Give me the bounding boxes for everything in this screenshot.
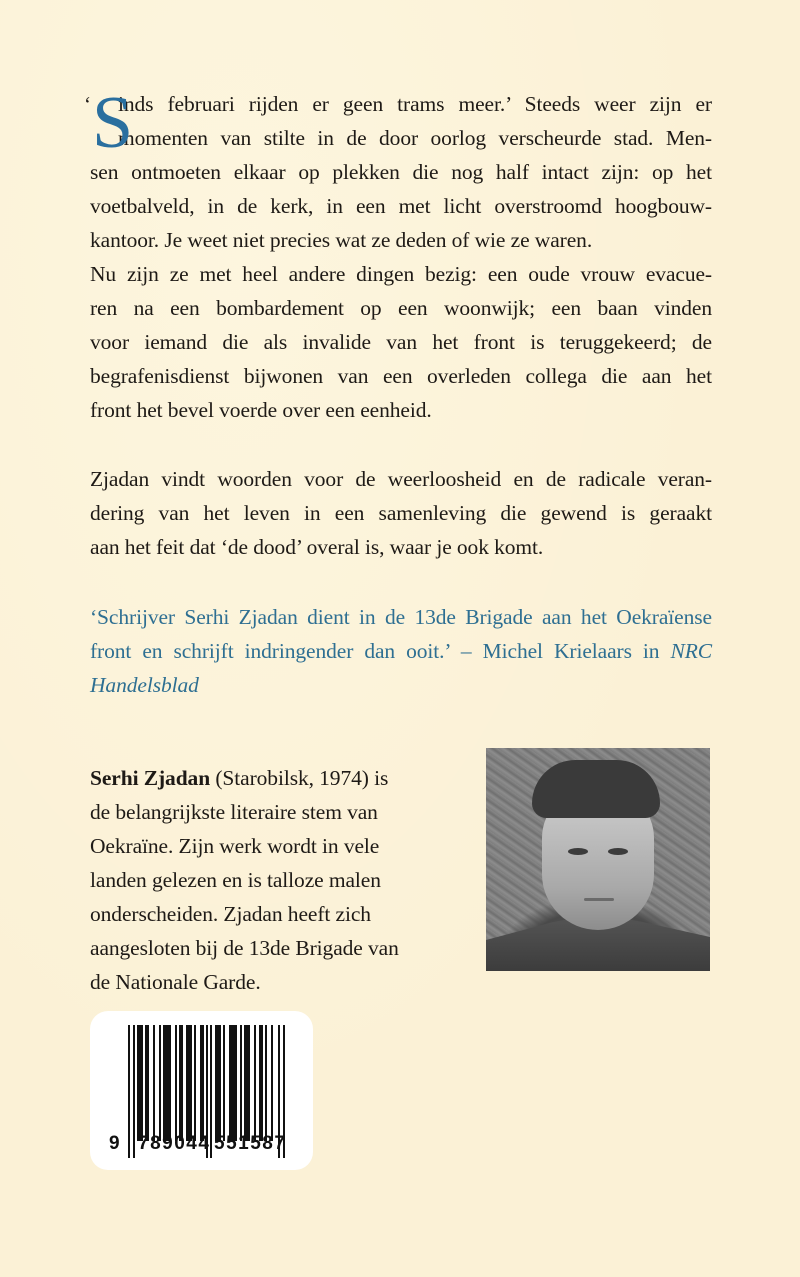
press-quote	[90, 600, 712, 702]
text-line: front het bevel voerde over een eenheid.	[90, 398, 432, 422]
bio-line	[90, 761, 450, 795]
bio-line: onderscheiden. Zjadan heeft zich	[90, 902, 371, 926]
publication-name: Handelsblad	[90, 673, 199, 697]
author-bio	[90, 761, 450, 999]
author-name: Serhi Zjadan	[90, 766, 211, 790]
text-line: aan het feit dat ‘de dood’ overal is, waar je ook komt.	[90, 535, 544, 559]
blurb-intro-paragraph	[84, 82, 712, 427]
bio-line: Oekraïne. Zijn werk wordt in vele	[90, 834, 380, 858]
photo-hair	[532, 760, 660, 818]
dropcap-letter: S	[92, 82, 134, 164]
bio-line: de belangrijkste literaire stem van	[90, 800, 378, 824]
opening-quote-mark: ‘	[84, 92, 91, 116]
quote-line	[90, 634, 712, 668]
blurb-summary-paragraph	[90, 462, 712, 564]
quote-line	[90, 668, 712, 702]
publication-name: NRC	[670, 639, 712, 663]
bio-line: aangesloten bij de 13de Brigade van	[90, 936, 399, 960]
quote-line: ‘Schrijver Serhi Zjadan dient in de 13de Brigade aan het Oekraïense	[90, 605, 712, 629]
photo-eye	[608, 848, 628, 855]
isbn-prefix-digit: 9	[109, 1133, 122, 1154]
text-line: Zjadan vindt woorden voor de weerloosheid en de radicale veran-	[90, 467, 712, 491]
bio-line: landen gelezen en is talloze malen	[90, 868, 381, 892]
text-line: voetbalveld, in de kerk, in een met licht overstroomd hoogbouw-	[90, 194, 712, 218]
text-line: kantoor. Je weet niet precies wat ze deden of wie ze waren.	[90, 228, 593, 252]
text-line: ren na een bombardement op een woonwijk; een baan vinden	[90, 296, 712, 320]
bio-line: de Nationale Garde.	[90, 970, 261, 994]
bio-text: (Starobilsk, 1974) is	[210, 766, 389, 790]
author-photo	[486, 748, 710, 971]
isbn-barcode	[90, 1011, 313, 1170]
text-line: momenten van stilte in de door oorlog verscheurde stad. Men-	[118, 126, 712, 150]
text-line: voor iemand die als invalide van het front is teruggekeerd; de	[90, 330, 712, 354]
isbn-group-1: 789044	[138, 1133, 211, 1154]
isbn-group-2: 551587	[214, 1133, 287, 1154]
text-line: inds februari rijden er geen trams meer.’ Steeds weer zijn er	[118, 92, 712, 116]
text-line: dering van het leven in een samenleving die gewend is geraakt	[90, 501, 712, 525]
text-line: sen ontmoeten elkaar op plekken die nog half intact zijn: op het	[90, 160, 712, 184]
photo-eye	[568, 848, 588, 855]
text-line: Nu zijn ze met heel andere dingen bezig: een oude vrouw evacue-	[90, 262, 712, 286]
text-line: begrafenisdienst bijwonen van een overleden collega die aan het	[90, 364, 712, 388]
photo-mouth	[584, 898, 614, 901]
quote-text: front en schrijft indringender dan ooit.’ – Michel Krielaars in	[90, 639, 671, 663]
